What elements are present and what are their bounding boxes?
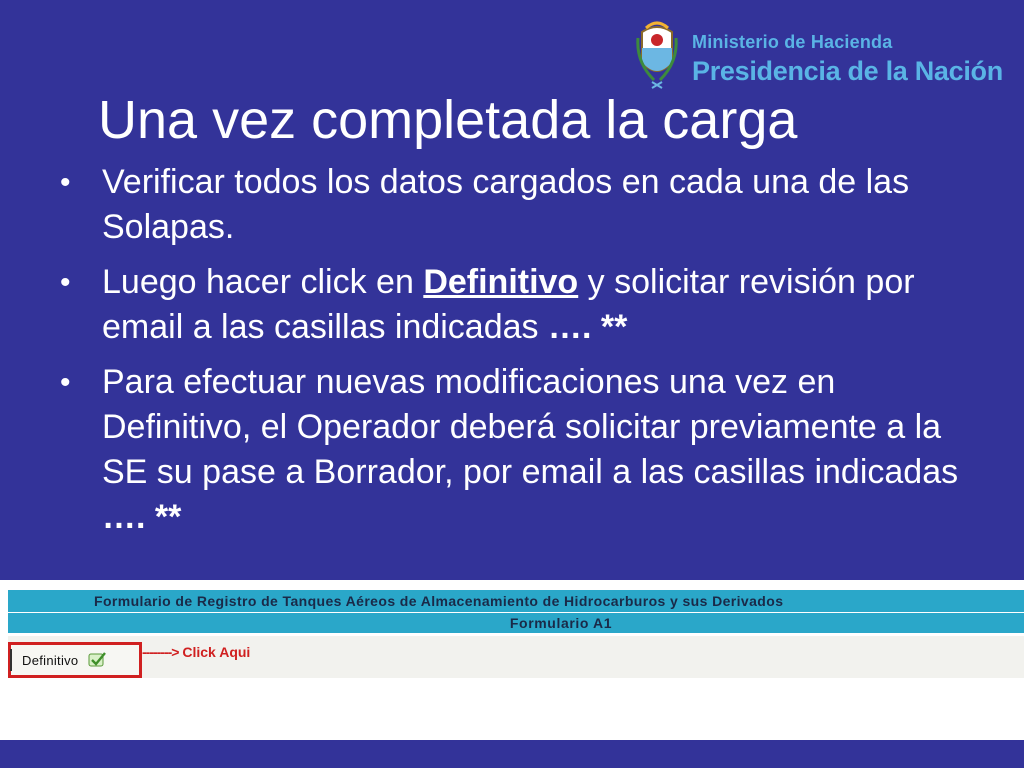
bullet-text: Verificar todos los datos cargados en cada una de las Solapas.: [102, 163, 910, 246]
form-subtitle: Formulario A1: [509, 615, 613, 631]
bullet-dot: •: [60, 166, 71, 199]
ministry-logo: [632, 18, 1012, 90]
slide-title: Una vez completada la carga: [98, 90, 798, 150]
bullet-suffix: …. **: [547, 308, 628, 346]
bullet-dot: •: [60, 266, 71, 299]
definitivo-link-text: Definitivo: [423, 263, 579, 301]
logo-presidency-name: Presidencia de la Nación: [692, 56, 1003, 86]
bullet-list: [58, 160, 978, 550]
form-title-bar: [8, 590, 1024, 612]
coat-of-arms-icon: [632, 18, 682, 90]
definitivo-button-label: Definitivo: [22, 652, 79, 668]
logo-ministry-name: Ministerio de Hacienda: [692, 32, 893, 52]
bullet-item: [58, 360, 978, 540]
form-subtitle-bar: [8, 613, 1024, 633]
bottom-band: [0, 740, 1024, 768]
bullet-text-before: Luego hacer click en: [102, 263, 424, 301]
button-separator: [10, 649, 12, 671]
arrow-dashes: -------->: [142, 644, 179, 660]
bullet-text-after: y solicitar revisión por email a las casillas indicadas: [102, 263, 915, 346]
bullet-suffix: …. **: [102, 498, 182, 536]
bullet-text: Para efectuar nuevas modificaciones una vez en Definitivo, el Operador deberá solicitar previamente a la SE su pase a Borrador, por email a las casillas indicadas: [102, 363, 959, 491]
bullet-item: [58, 260, 978, 350]
bullet-dot: •: [60, 366, 71, 399]
click-here-label: Click Aqui: [178, 644, 251, 660]
form-title: Formulario de Registro de Tanques Aéreos de Almacenamiento de Hidrocarburos y sus Derivados: [94, 593, 784, 609]
bullet-item: [58, 160, 978, 250]
click-here-callout: [142, 644, 250, 660]
checkmark-icon: [88, 652, 106, 668]
form-screenshot-panel: [0, 580, 1024, 740]
definitivo-button[interactable]: [10, 646, 130, 674]
